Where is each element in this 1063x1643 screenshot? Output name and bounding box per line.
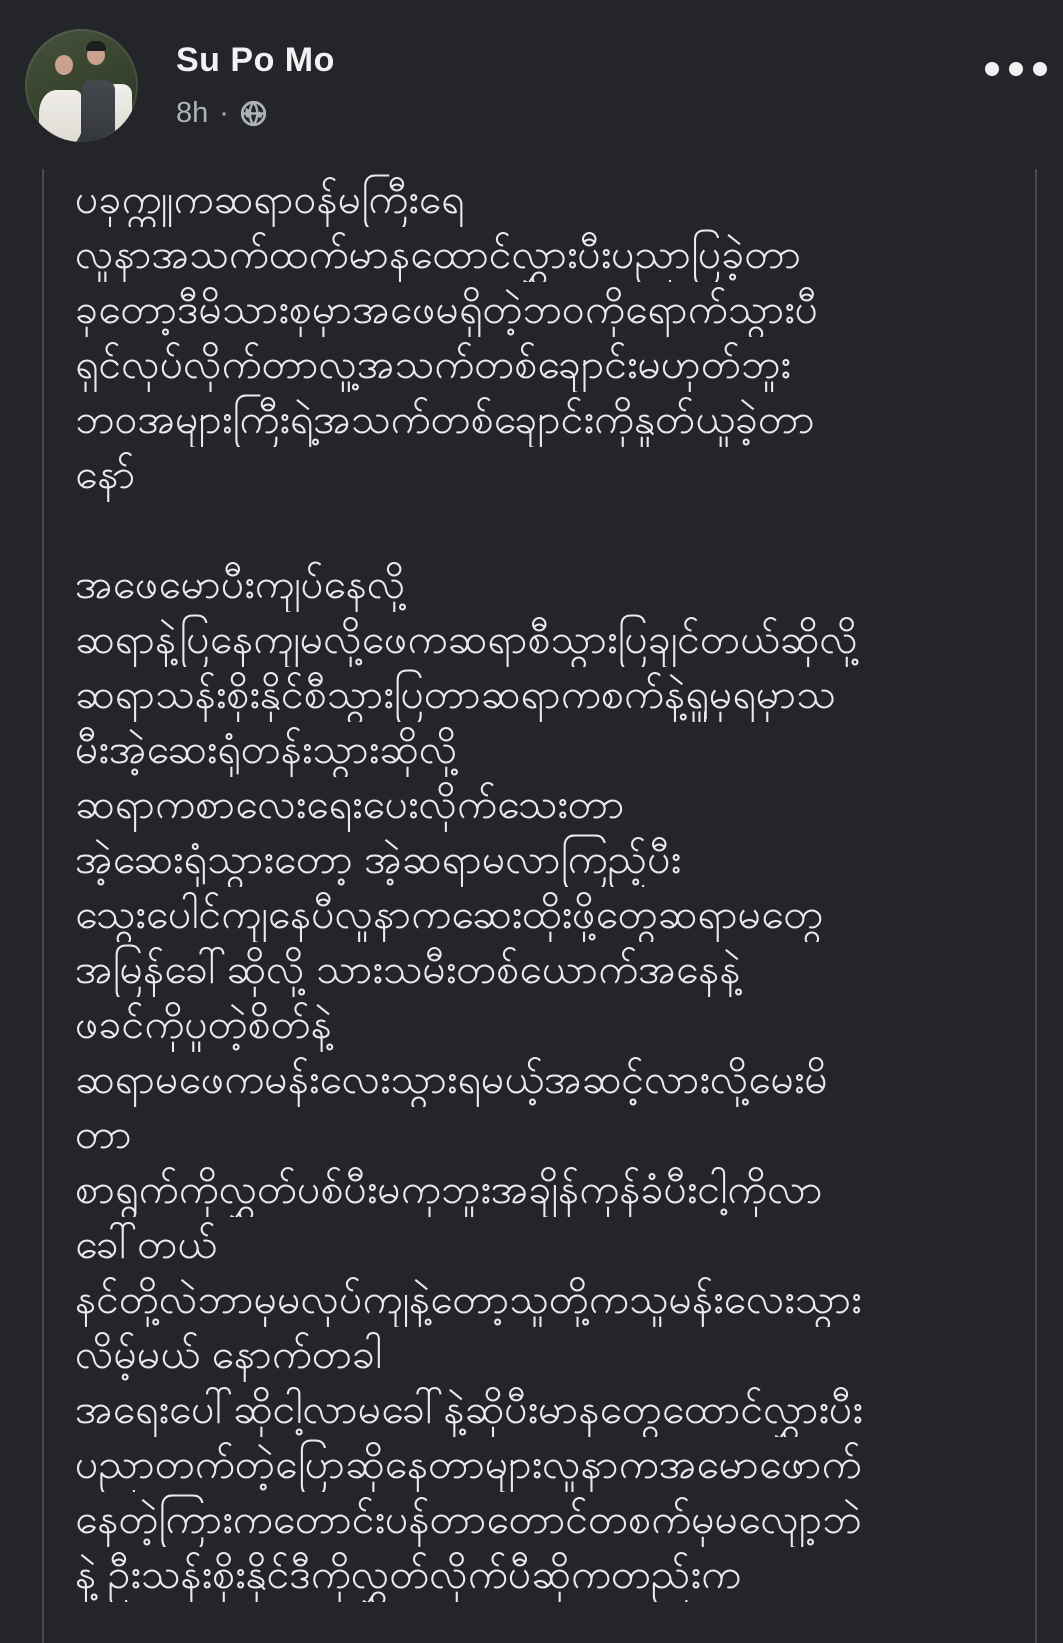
post-text-line: သွေးပေါင်ကျနေပီလူနာကဆေးထိုးဖို့တွေဆရာမတွေ bbox=[75, 891, 824, 937]
post-text-line: ခုတော့ဒီမိသားစုမှာအဖေမရှိတဲ့ဘဝကိုရောက်သွားပီ bbox=[75, 286, 819, 332]
post-text-line: အဖေမောပီးကျပ်နေလို့ bbox=[75, 561, 406, 607]
post-body-image bbox=[0, 163, 1063, 1643]
post-header bbox=[0, 0, 1063, 163]
post-text-line: ဆရာမဖေကမန်းလေးသွားရမယ့်အဆင့်လားလို့မေးမိ bbox=[75, 1056, 828, 1102]
image-right-edge-line bbox=[1035, 169, 1037, 1643]
post-meta bbox=[176, 97, 267, 130]
avatar-bride-head-shape bbox=[55, 55, 73, 75]
author-name[interactable]: Su Po Mo bbox=[176, 41, 335, 79]
avatar[interactable] bbox=[25, 29, 138, 142]
more-horizontal-icon bbox=[1009, 62, 1023, 76]
post-text-line: အမြန်ခေါ်ဆိုလို့ သားသမီးတစ်ယောက်အနေနဲ့ bbox=[75, 946, 741, 992]
post-text-line: မီးအဲ့ဆေးရုံတန်းသွားဆိုလို့ bbox=[75, 726, 458, 772]
post-text-line: လိမ့်မယ် နောက်တခါ bbox=[75, 1331, 382, 1377]
avatar-groom-hair-shape bbox=[86, 41, 106, 51]
post-text-line: ဆရာနဲ့ပြနေကျမလို့ဖေကဆရာစီသွားပြချင်တယ်ဆိုလို့ bbox=[75, 616, 858, 662]
post-text-line: ရှင်လုပ်လိုက်တာလူ့အသက်တစ်ချောင်းမဟုတ်ဘူး bbox=[75, 341, 791, 387]
post-text-line: နင်တို့လဲဘာမှမလုပ်ကျနဲ့တော့သူတို့ကသူမန်းလေးသွား bbox=[75, 1276, 862, 1322]
post-text-line: နဲ့ ဦးသန်းစိုးနိုင်ဒီကိုလွှတ်လိုက်ပီဆိုကတည်းက bbox=[75, 1551, 742, 1597]
post-text-line: ဘဝအများကြီးရဲ့အသက်တစ်ချောင်းကိုနှုတ်ယူခဲ့တာ bbox=[75, 396, 815, 442]
more-horizontal-icon bbox=[1033, 62, 1047, 76]
avatar-bride-shape bbox=[39, 90, 83, 142]
post-text-line: လူနာအသက်ထက်မာနထောင်လွှားပီးပညာပြခဲ့တာ bbox=[75, 231, 802, 277]
more-options-button[interactable] bbox=[981, 58, 1051, 80]
post-text-line: ခေါ်တယ် bbox=[75, 1221, 217, 1267]
post-text-line: ပညာတက်တဲ့ပြောဆိုနေတာများလူနာကအမောဖောက် bbox=[75, 1441, 862, 1487]
timestamp[interactable]: 8h bbox=[176, 97, 209, 129]
image-left-edge-line bbox=[42, 169, 44, 1643]
post-text-line: တာ bbox=[75, 1111, 132, 1157]
post-text-line: ဆရာသန်းစိုးနိုင်စီသွားပြတာဆရာကစက်နဲ့ရှူမှရမှာသ bbox=[75, 671, 836, 717]
post-text-line: စာရွက်ကိုလွှတ်ပစ်ပီးမကုဘူးအချိန်ကုန်ခံပီးငါ့ကိုလာ bbox=[75, 1166, 823, 1212]
post-text-line: အဲ့ဆေးရုံသွားတော့ အဲ့ဆရာမလာကြည့်ပီး bbox=[75, 836, 682, 882]
post-text-line: ဆရာကစာလေးရေးပေးလိုက်သေးတာ bbox=[75, 781, 625, 827]
post-text-line: အရေးပေါ်ဆိုငါ့လာမခေါ်နဲ့ဆိုပီးမာနတွေထောင်လွှားပီး bbox=[75, 1386, 863, 1432]
meta-separator: · bbox=[219, 97, 229, 129]
avatar-groom-shape bbox=[81, 80, 115, 142]
post-text-line: နေတဲ့ကြားကတောင်းပန်တာတောင်တစက်မှမလျော့ဘဲ bbox=[75, 1496, 862, 1542]
more-horizontal-icon bbox=[985, 62, 999, 76]
post-text-line: နော် bbox=[75, 451, 136, 497]
post-text-blank-line bbox=[75, 502, 1010, 557]
globe-public-icon bbox=[240, 100, 267, 127]
post-text-line: ဖခင်ကိုပူတဲ့စိတ်နဲ့ bbox=[75, 1001, 332, 1047]
post-text bbox=[75, 172, 1010, 1602]
post-text-line: ပခုက္ကူကဆရာဝန်မကြီးရေ bbox=[75, 176, 465, 222]
